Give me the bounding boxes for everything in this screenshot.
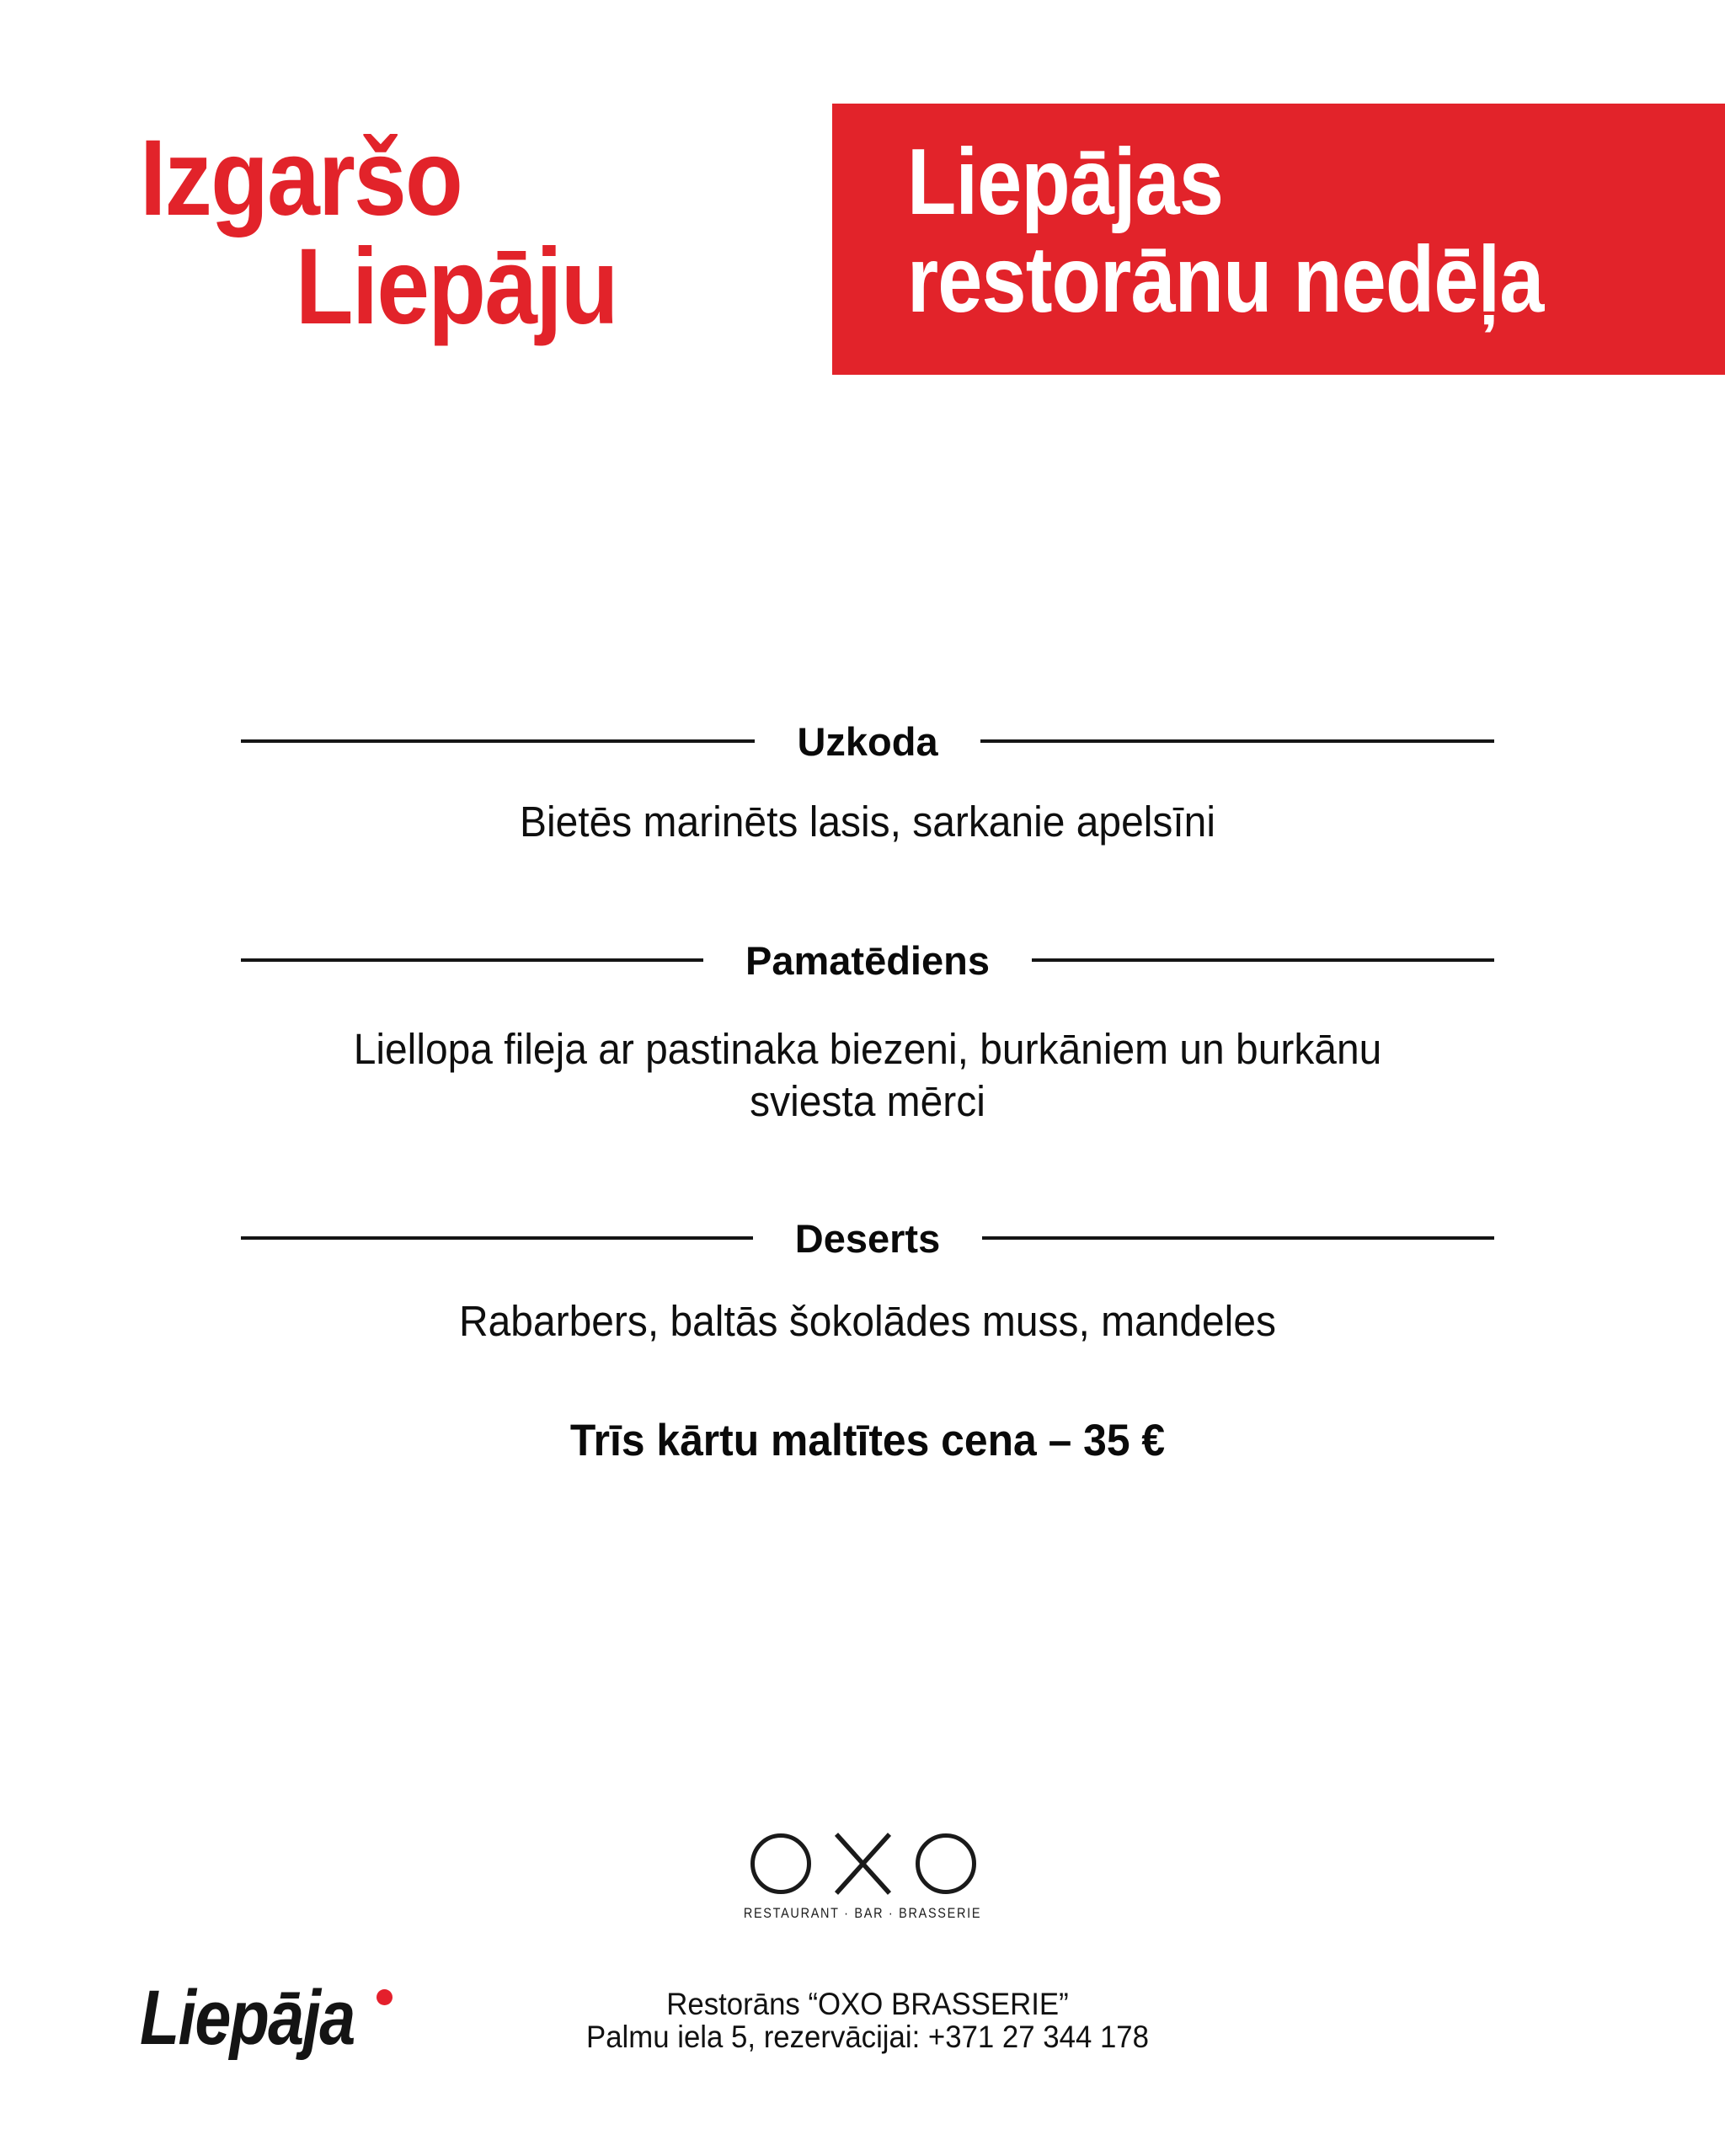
campaign-title-line1: Izgaršo <box>140 118 462 238</box>
oxo-logo-icon <box>740 1828 985 1900</box>
section-header-starter <box>241 701 1494 782</box>
section-title-starter: Uzkoda <box>797 718 938 764</box>
restaurant-name: Restorāns “OXO BRASSERIE” <box>666 1987 1069 2021</box>
divider-line <box>241 739 755 743</box>
divider-line <box>980 739 1494 743</box>
restaurant-address-phone: Palmu iela 5, rezervācijai: +371 27 344 178 <box>585 2020 1150 2054</box>
oxo-logo-tagline: RESTAURANT · BAR · BRASSERIE <box>743 1905 982 1921</box>
price-line: Trīs kārtu maltītes cena – 35 € <box>569 1416 1166 1465</box>
event-banner-text <box>907 130 1544 332</box>
menu-item-main-line2: sviesta mērci <box>750 1077 985 1125</box>
liepaja-city-logo: Liepāja <box>140 1975 355 2061</box>
event-banner <box>832 104 1725 375</box>
divider-line <box>241 1236 753 1240</box>
event-banner-line2: restorānu nedēļa <box>907 227 1544 332</box>
divider-line <box>241 958 703 962</box>
divider-line <box>982 1236 1494 1240</box>
campaign-title <box>140 118 617 347</box>
section-title-dessert: Deserts <box>794 1215 941 1261</box>
section-header-dessert <box>241 1198 1494 1278</box>
restaurant-contact <box>61 1988 1674 2053</box>
section-header-main <box>241 920 1494 1001</box>
menu-item-main-line1: Liellopa fileja ar pastinaka biezeni, burkāniem un burkānu <box>353 1025 1382 1073</box>
menu-item-main <box>279 1023 1457 1128</box>
event-banner-line1: Liepājas <box>907 130 1224 234</box>
campaign-title-line2: Liepāju <box>295 227 617 347</box>
menu-item-starter: Bietēs marinēts lasis, sarkanie apelsīni <box>519 798 1215 846</box>
oxo-o-left <box>753 1836 809 1892</box>
oxo-o-right <box>918 1836 975 1892</box>
menu-item-dessert: Rabarbers, baltās šokolādes muss, mandeles <box>459 1297 1276 1345</box>
section-title-main: Pamatēdiens <box>745 937 990 983</box>
divider-line <box>1032 958 1494 962</box>
